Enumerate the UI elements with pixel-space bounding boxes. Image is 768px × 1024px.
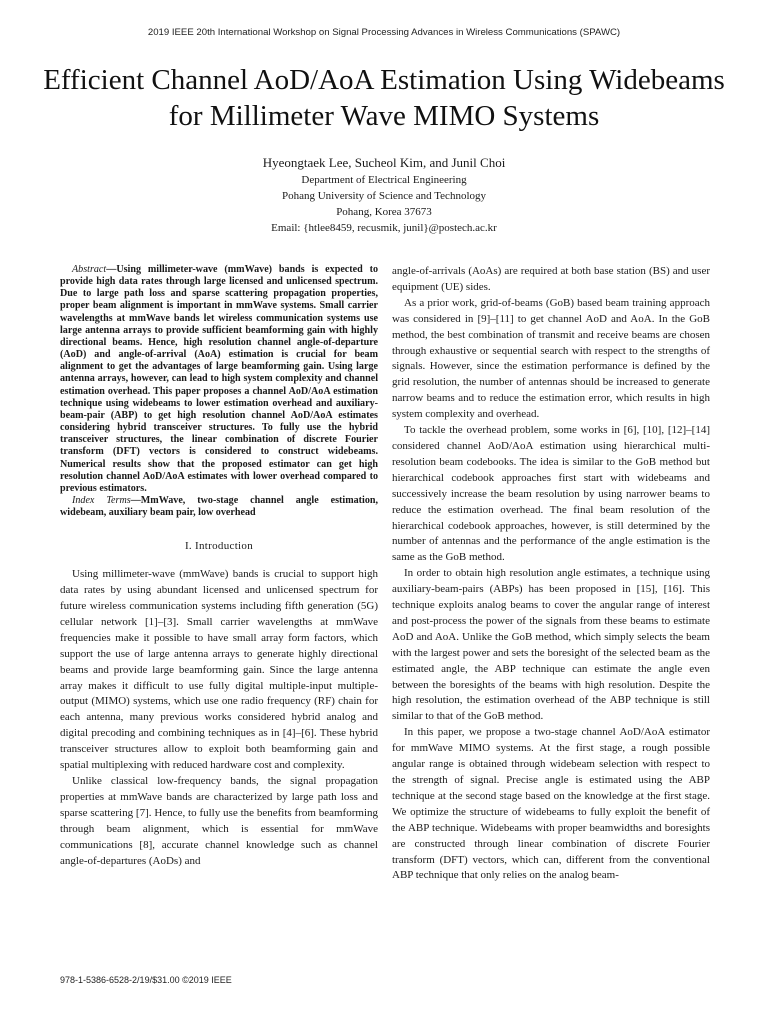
copyright-footer: 978-1-5386-6528-2/19/$31.00 ©2019 IEEE	[60, 975, 232, 985]
abstract	[60, 264, 378, 495]
affiliation-block	[0, 172, 768, 236]
author-list: Hyeongtaek Lee, Sucheol Kim, and Junil Choi	[262, 155, 506, 170]
paper-title: Efficient Channel AoD/AoA Estimation Using Widebeams for Millimeter Wave MIMO Systems	[43, 64, 725, 132]
index-terms	[60, 495, 378, 519]
left-column	[60, 264, 378, 869]
affiliation-address: Pohang, Korea 37673	[336, 206, 432, 218]
body-paragraph: In order to obtain high resolution angle estimates, a technique using auxiliary-beam-pairs (ABPs) has been proposed in [15], [16]. This technique exploits analog beams to cover the angular range of interest and post-process the power of the signals from these beams to estimate AoD and AoA. Unlike the GoB method, which simply selects the beam with the largest power and sets the boresight of the selected beam as the estimated angle, the ABP technique can estimate the angle even between the boresights of the beams with high resolution. Despite the high resolution, the estimation overhead of the ABP technique is still similar to that of the GoB method.	[392, 567, 710, 723]
index-terms-text: —MmWave, two-stage channel angle estimation, widebeam, auxiliary beam pair, low overhead	[60, 494, 378, 519]
affiliation-email: Email: {htlee8459, recusmik, junil}@postech.ac.kr	[271, 222, 497, 234]
affiliation-department: Department of Electrical Engineering	[301, 174, 467, 186]
body-paragraph: Using millimeter-wave (mmWave) bands is crucial to support high data rates by using abundant licensed and unlicensed spectrum for future wireless communication systems including fifth generation (5G) cellular network [1]–[3]. Small carrier wavelengths at mmWave frequencies make it possible to have small array form factors, which support the use of large antenna arrays to generate highly directional beams and provide large beamforming gain. Since the large antenna array makes it difficult to use fully digital multiple-input multiple-output (MIMO) systems, which use one radio frequency (RF) chain for each antenna, many previous works considered hybrid analog and digital precoding and combining techniques as in [4]–[6]. These hybrid transceiver structures allow to exploit both beamforming gain and spatial multiplexing with reduced hardware cost and complexity.	[60, 568, 378, 772]
abstract-text: —Using millimeter-wave (mmWave) bands is expected to provide high data rates through large licensed and unlicensed spectrum. Due to large path loss and sparse scattering propagation properties, proper beam alignment is important in mmWave systems. Small carrier wavelengths at mmWave bands let wireless communication systems use large antenna arrays to provide sufficient beamforming gain with highly directional beams. Hence, high resolution channel angle-of-departure (AoD) and angle-of-arrival (AoA) estimation is crucial for beam alignment to get the advantages of large beamforming gain. Using large antenna arrays, however, can lead to high system complexity and channel estimation overhead. This paper proposes a channel AoD/AoA estimation technique using widebeams to lower estimation overhead and auxiliary-beam-pair (ABP) to get high resolution channel AoD/AoA estimates considering hybrid transceiver structures. To fully use the hybrid transceiver structures, the linear combination of discrete Fourier transform (DFT) vectors is considered to construct widebeams. Numerical results show that the proposed estimator can get high resolution channel AoD/AoA estimates with lower overhead compared to previous estimators.	[60, 264, 378, 494]
body-paragraph: angle-of-arrivals (AoAs) are required at both base station (BS) and user equipment (UE) sides.	[392, 265, 710, 293]
affiliation-university: Pohang University of Science and Technology	[281, 190, 486, 202]
right-column	[392, 264, 710, 884]
body-paragraph: In this paper, we propose a two-stage channel AoD/AoA estimator for mmWave MIMO systems. At the first stage, a rough possible angular range is obtained through widebeam selection with respect to the strength of signal. Precise angle is estimated using the ABP technique at the second stage based on the knowledge at the first stage. We optimize the structure of widebeams to fully exploit the benefit of the ABP technique. Widebeams with proper beamwidths and boresights are constructed through linear combination of discrete Fourier transform (DFT) vectors, which can, different from the conventional ABP technique that only relies on the analog beam-	[392, 726, 710, 882]
abstract-lead: Abstract	[72, 264, 107, 275]
body-paragraph: To tackle the overhead problem, some works in [6], [10], [12]–[14] considered channel AoD/AoA estimation using hierarchical multi-resolution beam codebooks. The idea is similar to the GoB method but hierarchical codebook approaches first start with widebeams and successively increase the beam resolution by using narrower beams to reduce the estimation overhead. The final beam resolution of the hierarchical codebook approaches, however, is still determined by the number of antennas and the performance of the angle estimation is the same as the GoB method.	[392, 424, 710, 564]
body-paragraph: Unlike classical low-frequency bands, the signal propagation properties at mmWave bands are characterized by large path loss and sparse scattering [7]. Hence, to fully use the benefits from beamforming through beam alignment, which is essential for mmWave communications [8], accurate channel knowledge such as channel angle-of-departures (AoDs) and	[60, 774, 378, 867]
section-heading-introduction: I. Introduction	[184, 540, 254, 553]
index-terms-lead: Index Terms	[72, 494, 131, 506]
body-paragraph: As a prior work, grid-of-beams (GoB) based beam training approach was considered in [9]–[11] to get channel AoD and AoA. In the GoB method, the best combination of transmit and receive beams are chosen through exhaustive or sequential search with respect to the strengths of signals. However, since the estimation performance is defined by the grid resolution, the number of antennas should be increased to generate narrow beams and to reduce the estimation error, which results in high system complexity and overhead.	[392, 296, 710, 421]
conference-header: 2019 IEEE 20th International Workshop on Signal Processing Advances in Wireless Communications (SPAWC)	[147, 27, 621, 38]
